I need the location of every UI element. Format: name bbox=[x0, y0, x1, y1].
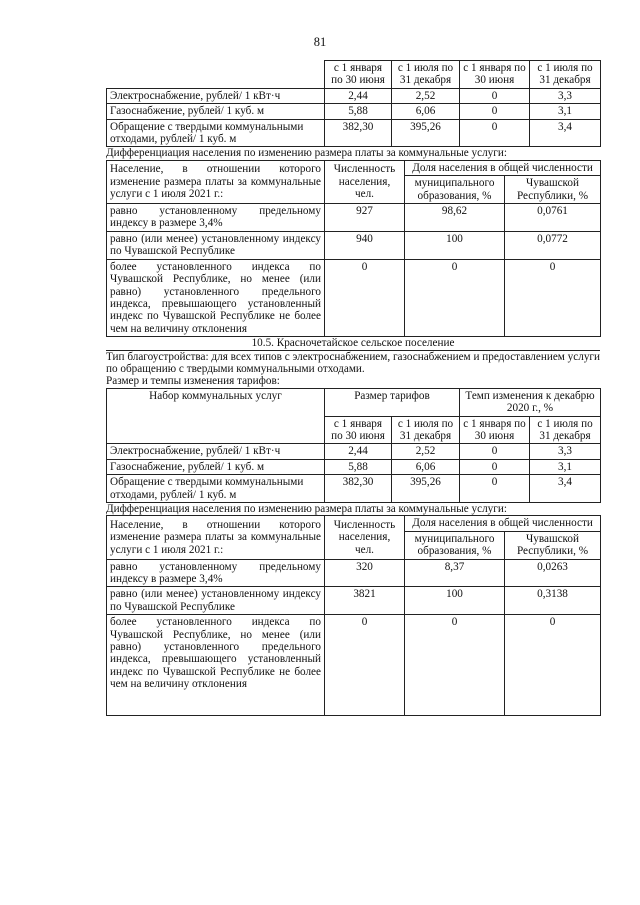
header-rate: Темп изменения к декабрю 2020 г., % bbox=[460, 388, 601, 416]
cell-value: 395,26 bbox=[392, 475, 460, 503]
cell-value: 5,88 bbox=[325, 459, 392, 474]
cell-value: 5,88 bbox=[325, 104, 392, 119]
diff-row-name: равно установленному предельному индексу в размере 3,4% bbox=[107, 559, 325, 587]
cell-value: 0,0263 bbox=[505, 559, 601, 587]
table-row bbox=[107, 475, 601, 503]
service-name: Газоснабжение, рублей/ 1 куб. м bbox=[107, 459, 325, 474]
tariffs-title: Размер и темпы изменения тарифов: bbox=[106, 375, 280, 388]
cell-value: 0 bbox=[325, 615, 405, 716]
diff-header-row bbox=[107, 160, 601, 175]
table-row bbox=[107, 587, 601, 615]
header-size: Размер тарифов bbox=[325, 388, 460, 416]
period-header: с 1 января по 30 июня bbox=[460, 61, 530, 89]
cell-value: 0 bbox=[405, 615, 505, 716]
cell-value: 0,0772 bbox=[505, 231, 601, 259]
cell-value: 3,3 bbox=[530, 88, 601, 103]
section-title: 10.5. Красночетайское сельское поселение bbox=[251, 337, 455, 350]
cell-value: 0 bbox=[460, 444, 530, 459]
table-row bbox=[107, 259, 601, 336]
tariff-period-header-row bbox=[107, 61, 601, 89]
service-name: Электроснабжение, рублей/ 1 кВт·ч bbox=[107, 444, 325, 459]
diff-row-name: равно (или менее) установленному индексу по Чувашской Республике bbox=[107, 231, 325, 259]
cell-value: 100 bbox=[405, 587, 505, 615]
diff-table-2 bbox=[106, 515, 601, 716]
diff-row-name: более установленного индекса по Чувашской Республике, но менее (или равно) установленного предельного индекса, превышающего установленный индекс по Чувашской Республике не более чем на величину отклонения bbox=[107, 615, 325, 716]
page-number: 81 bbox=[313, 35, 327, 49]
header-services: Набор коммунальных услуг bbox=[107, 388, 325, 444]
cell-value: 382,30 bbox=[325, 475, 392, 503]
diff-header-count: Численность населения, чел. bbox=[325, 516, 405, 559]
cell-value: 3,3 bbox=[530, 444, 601, 459]
cell-value: 0 bbox=[505, 259, 601, 336]
cell-value: 100 bbox=[405, 231, 505, 259]
cell-value: 382,30 bbox=[325, 119, 392, 147]
period-header: с 1 января по 30 июня bbox=[325, 61, 392, 89]
period-header: с 1 июля по 31 декабря bbox=[530, 416, 601, 444]
diff-header-row bbox=[107, 516, 601, 531]
diff-header-share: Доля населения в общей численности bbox=[405, 516, 601, 531]
table-row bbox=[107, 615, 601, 716]
diff-table-1 bbox=[106, 160, 601, 337]
cell-value: 2,44 bbox=[325, 88, 392, 103]
table-row bbox=[107, 104, 601, 119]
tariff-header-row bbox=[107, 388, 601, 416]
cell-value: 0 bbox=[460, 119, 530, 147]
cell-value: 3,1 bbox=[530, 104, 601, 119]
cell-value: 3,4 bbox=[530, 119, 601, 147]
diff-title: Дифференциация населения по изменению размера платы за коммунальные услуги: bbox=[106, 503, 507, 515]
service-name: Обращение с твердыми коммунальными отходами, рублей/ 1 куб. м bbox=[107, 475, 325, 503]
diff-header-republic: Чувашской Республики, % bbox=[505, 176, 601, 204]
cell-value: 3821 bbox=[325, 587, 405, 615]
tariff-table-2 bbox=[106, 388, 601, 503]
cell-value: 0 bbox=[505, 615, 601, 716]
table-row bbox=[107, 459, 601, 474]
cell-value: 2,44 bbox=[325, 444, 392, 459]
table-row bbox=[107, 559, 601, 587]
cell-value: 0 bbox=[460, 88, 530, 103]
table-row bbox=[107, 119, 601, 147]
diff-header-population: Население, в отношении которого изменение размера платы за коммунальные услуги с 1 июля 2021 г.: bbox=[107, 160, 325, 203]
diff-title: Дифференциация населения по изменению размера платы за коммунальные услуги: bbox=[106, 147, 507, 160]
service-name: Обращение с твердыми коммунальными отходами, рублей/ 1 куб. м bbox=[107, 119, 325, 147]
period-header: с 1 июля по 31 декабря bbox=[392, 416, 460, 444]
diff-row-name: равно установленному предельному индексу в размере 3,4% bbox=[107, 204, 325, 232]
cell-value: 395,26 bbox=[392, 119, 460, 147]
diff-header-republic: Чувашской Республики, % bbox=[505, 531, 601, 559]
cell-value: 320 bbox=[325, 559, 405, 587]
cell-value: 0 bbox=[325, 259, 405, 336]
cell-value: 2,52 bbox=[392, 444, 460, 459]
table-row bbox=[107, 231, 601, 259]
tariff-table-1 bbox=[106, 60, 601, 147]
cell-value: 927 bbox=[325, 204, 405, 232]
cell-value: 3,4 bbox=[530, 475, 601, 503]
cell-value: 98,62 bbox=[405, 204, 505, 232]
service-name: Газоснабжение, рублей/ 1 куб. м bbox=[107, 104, 325, 119]
cell-value: 0,0761 bbox=[505, 204, 601, 232]
period-header: с 1 июля по 31 декабря bbox=[530, 61, 601, 89]
period-header: с 1 января по 30 июня bbox=[460, 416, 530, 444]
amenity-type-text: Тип благоустройства: для всех типов с электроснабжением, газоснабжением и предоставлением услуги по обращению с твердыми коммунальными отходами. bbox=[106, 350, 600, 375]
diff-row-name: более установленного индекса по Чувашской Республике, но менее (или равно) установленного предельного индекса, превышающего установленный индекс по Чувашской Республике не более чем на величину отклонения bbox=[107, 259, 325, 336]
diff-row-name: равно (или менее) установленному индексу по Чувашской Республике bbox=[107, 587, 325, 615]
cell-value: 0 bbox=[405, 259, 505, 336]
document-body bbox=[106, 60, 600, 716]
cell-value: 2,52 bbox=[392, 88, 460, 103]
diff-header-municipal: муниципального образования, % bbox=[405, 176, 505, 204]
diff-header-count: Численность населения, чел. bbox=[325, 160, 405, 203]
period-header: с 1 июля по 31 декабря bbox=[392, 61, 460, 89]
table-row bbox=[107, 88, 601, 103]
cell-value: 0 bbox=[460, 475, 530, 503]
cell-value: 0 bbox=[460, 104, 530, 119]
diff-header-population: Население, в отношении которого изменение размера платы за коммунальные услуги с 1 июля 2021 г.: bbox=[107, 516, 325, 559]
table-row bbox=[107, 204, 601, 232]
cell-value: 0,3138 bbox=[505, 587, 601, 615]
cell-value: 6,06 bbox=[392, 459, 460, 474]
cell-value: 8,37 bbox=[405, 559, 505, 587]
cell-value: 3,1 bbox=[530, 459, 601, 474]
diff-header-share: Доля населения в общей численности bbox=[405, 160, 601, 175]
cell-value: 6,06 bbox=[392, 104, 460, 119]
service-name: Электроснабжение, рублей/ 1 кВт·ч bbox=[107, 88, 325, 103]
cell-value: 940 bbox=[325, 231, 405, 259]
diff-header-municipal: муниципального образования, % bbox=[405, 531, 505, 559]
cell-value: 0 bbox=[460, 459, 530, 474]
period-header: с 1 января по 30 июня bbox=[325, 416, 392, 444]
table-row bbox=[107, 444, 601, 459]
